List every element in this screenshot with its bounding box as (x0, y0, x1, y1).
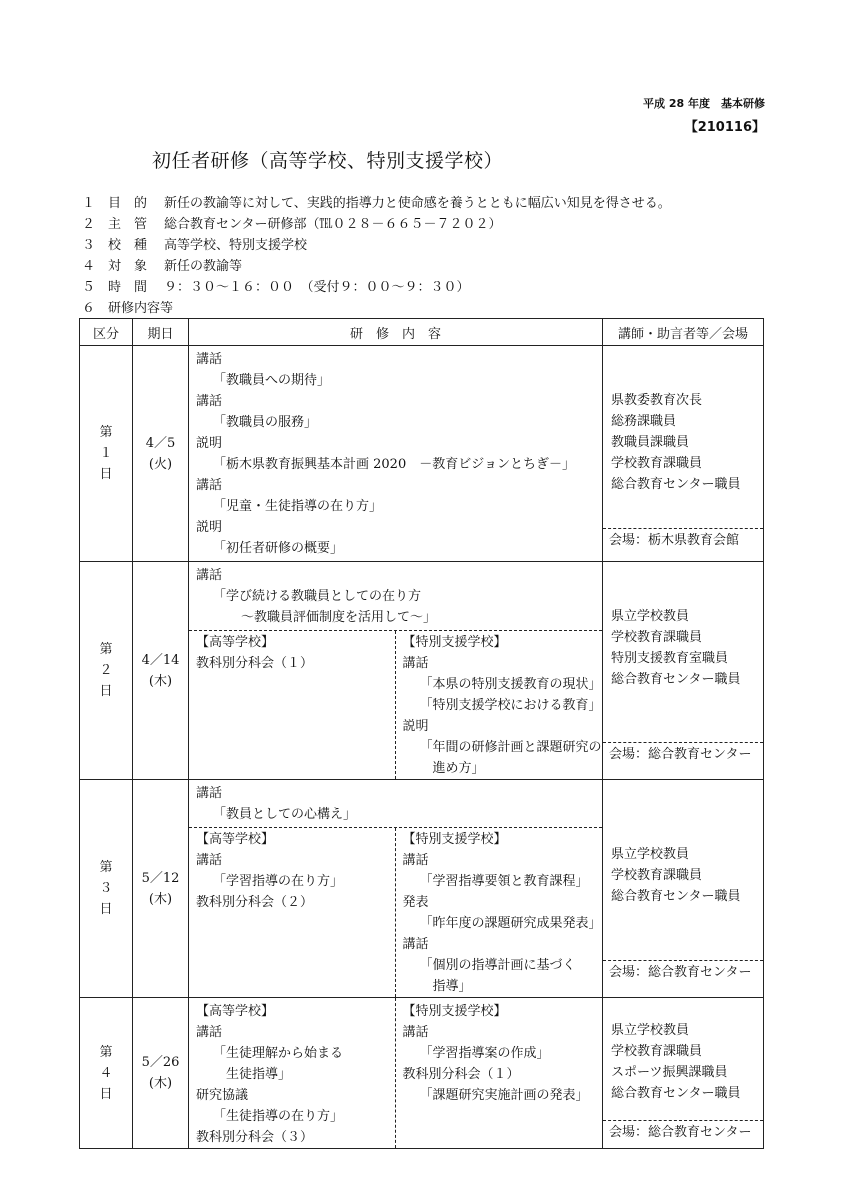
date-value: 5／12 (141, 870, 180, 886)
content-high-school (189, 828, 396, 997)
content-line: 「生徒指導の在り方」 (213, 1109, 344, 1124)
day-of-week: (木) (148, 1076, 173, 1091)
session-content (189, 998, 603, 1149)
content-line: 発表 (402, 895, 429, 910)
info-line (82, 192, 671, 211)
date-value: 4／14 (141, 652, 180, 668)
lecturer-inner (603, 346, 763, 552)
session-date (133, 562, 189, 780)
info-line (82, 276, 470, 295)
lecturer-name: 県立学校教員 (611, 847, 690, 862)
content-line: 研究協議 (196, 1088, 249, 1103)
content-line: 「教員としての心構え」 (213, 807, 357, 822)
content-line: 【特別支援学校】 (402, 1004, 507, 1019)
session-date (133, 346, 189, 562)
lecturer-inner (603, 562, 763, 766)
session-char: 日 (99, 684, 113, 699)
lecturer-name: 総合教育センター職員 (611, 477, 741, 492)
content-common (189, 780, 602, 827)
info-key: 研修内容等 (108, 301, 174, 316)
venue-label: 会場：総合教育センター (603, 742, 763, 766)
fiscal-year-label: 平成 28 年度 基本研修 (643, 97, 765, 110)
lecturer-cell (603, 562, 764, 780)
lecturer-name: 学校教育課職員 (611, 1044, 703, 1059)
venue-label: 会場：総合教育センター (603, 1120, 763, 1144)
info-line (82, 213, 501, 232)
content-line: 「生徒理解から始まる (213, 1046, 344, 1061)
venue-label: 会場：栃木県教育会館 (603, 528, 763, 552)
session-char: １ (99, 446, 113, 461)
info-line (82, 297, 173, 316)
content-line: 講話 (196, 786, 223, 801)
lecturer-name: スポーツ振興課職員 (611, 1065, 728, 1080)
content-line: 「学習指導案の作成」 (419, 1046, 550, 1061)
info-line (82, 234, 307, 253)
date-value: 4／5 (145, 435, 176, 451)
content-special-support (396, 631, 603, 779)
info-key: 対 象 (108, 259, 148, 274)
lecturer-inner (603, 780, 763, 984)
session-char: 日 (99, 1086, 113, 1102)
session-content (189, 780, 603, 998)
lecturer-name: 学校教育課職員 (611, 456, 703, 471)
info-value: 総合教育センター研修部（℡０２８－６６５－７２０２） (164, 217, 502, 232)
content-line: 【高等学校】 (196, 1004, 275, 1019)
content-split (189, 827, 602, 997)
session-char: ３ (99, 881, 113, 896)
content-line: 生徒指導」 (226, 1067, 292, 1082)
session-char: 第 (99, 1044, 113, 1060)
course-code: 【210116】 (684, 120, 765, 135)
content-line: 「昨年度の課題研究成果発表」 (419, 916, 602, 931)
session-number (80, 780, 133, 998)
content-line: 「初任者研修の概要」 (213, 541, 344, 556)
venue-label: 会場：総合教育センター (603, 960, 763, 984)
content-line: 「学び続ける教職員としての在り方 (213, 589, 422, 604)
content-line: 「教職員の服務」 (213, 415, 318, 430)
info-number: ３ (82, 238, 96, 253)
table-row (80, 998, 764, 1149)
content-split (189, 630, 602, 779)
lecturer-name: 総務課職員 (611, 414, 677, 429)
lecturer-list (611, 390, 740, 495)
content-line: 指導」 (432, 979, 472, 994)
content-line: 講話 (196, 1025, 223, 1040)
session-content (189, 562, 603, 780)
content-special-support (396, 828, 603, 997)
session-content (189, 346, 603, 562)
session-char: 日 (99, 902, 113, 917)
info-key: 校 種 (108, 238, 148, 253)
session-char: ４ (99, 1065, 113, 1081)
content-line: 講話 (196, 853, 223, 868)
lecturer-name: 総合教育センター職員 (611, 1086, 741, 1101)
content-line: ～教職員評価制度を活用して～」 (241, 610, 437, 625)
lecturer-list (611, 1020, 740, 1104)
content-line: 説明 (402, 719, 429, 734)
info-number: １ (82, 196, 96, 211)
content-line: 「本県の特別支援教育の現状」 (419, 677, 602, 692)
info-key: 主 管 (108, 217, 148, 232)
page-title: 初任者研修（高等学校、特別支援学校） (152, 150, 504, 172)
header-content: 研 修 内 容 (189, 319, 603, 346)
content-block (189, 346, 602, 561)
info-line (82, 255, 242, 274)
table-row (80, 562, 764, 780)
info-value: ９：３０～１６：００ （受付９：００～９：３０） (164, 280, 470, 295)
session-date (133, 780, 189, 998)
lecturer-name: 総合教育センター職員 (611, 672, 741, 687)
content-line: 「年間の研修計画と課題研究の (419, 740, 602, 755)
header-date: 期日 (133, 319, 189, 346)
session-number (80, 562, 133, 780)
table-row (80, 780, 764, 998)
info-key: 時 間 (108, 280, 148, 295)
info-number: ６ (82, 301, 96, 316)
content-line: 講話 (402, 656, 429, 671)
lecturer-list (611, 606, 740, 690)
content-split (189, 998, 602, 1148)
content-line: 講話 (196, 352, 223, 367)
info-number: ５ (82, 280, 96, 295)
lecturer-cell (603, 780, 764, 998)
session-char: 第 (99, 642, 113, 657)
lecturer-name: 特別支援教育室職員 (611, 651, 729, 666)
content-line: 【高等学校】 (196, 635, 275, 650)
content-line: 「児童・生徒指導の在り方」 (213, 499, 383, 514)
info-value: 新任の教諭等 (164, 259, 243, 274)
content-common (189, 562, 602, 630)
content-line: 講話 (402, 937, 429, 952)
date-value: 5／26 (141, 1055, 180, 1070)
content-line: 進め方」 (432, 761, 485, 776)
header-lecturer: 講師・助言者等／会場 (603, 319, 764, 346)
content-special-support (396, 998, 603, 1148)
content-line: 「教職員への期待」 (213, 373, 331, 388)
content-line: 教科別分科会（３） (196, 1130, 314, 1145)
content-line: 教科別分科会（１） (402, 1067, 520, 1082)
content-line: 【高等学校】 (196, 832, 275, 847)
session-number (80, 346, 133, 562)
lecturer-cell (603, 346, 764, 562)
info-value: 新任の教諭等に対して、実践的指導力と使命感を養うとともに幅広い知見を得させる。 (164, 196, 671, 211)
lecturer-cell (603, 998, 764, 1149)
lecturer-name: 学校教育課職員 (611, 868, 703, 883)
content-line: 「学習指導の在り方」 (213, 874, 344, 889)
content-high-school (189, 631, 396, 779)
content-line: 【特別支援学校】 (402, 635, 507, 650)
lecturer-inner (603, 998, 763, 1144)
info-number: ２ (82, 217, 96, 232)
content-line: 「学習指導要領と教育課程」 (419, 874, 589, 889)
day-of-week: (火) (148, 456, 173, 472)
content-line: 教科別分科会（２） (196, 895, 314, 910)
info-value: 高等学校、特別支援学校 (164, 238, 308, 253)
session-char: ２ (99, 663, 113, 678)
session-char: 第 (99, 860, 113, 875)
session-char: 日 (99, 467, 113, 482)
content-line: 講話 (196, 478, 223, 493)
content-line: 教科別分科会（１） (196, 656, 314, 671)
lecturer-name: 県立学校教員 (611, 1023, 690, 1038)
info-number: ４ (82, 259, 96, 274)
day-of-week: (木) (148, 673, 173, 689)
content-line: 講話 (402, 853, 429, 868)
content-line: 「個別の指導計画に基づく (419, 958, 576, 973)
content-line: 「課題研究実施計画の発表」 (419, 1088, 589, 1103)
day-of-week: (木) (148, 891, 173, 907)
content-line: 講話 (402, 1025, 429, 1040)
lecturer-name: 県立学校教員 (611, 609, 690, 624)
content-high-school (189, 998, 396, 1148)
content-line: 説明 (196, 436, 223, 451)
content-line: 説明 (196, 520, 223, 535)
content-line: 講話 (196, 394, 223, 409)
content-line: 「特別支援学校における教育」 (419, 698, 602, 713)
lecturer-list (611, 844, 740, 907)
table-row (80, 346, 764, 562)
lecturer-name: 学校教育課職員 (611, 630, 703, 645)
session-char: 第 (99, 425, 113, 440)
lecturer-name: 総合教育センター職員 (611, 889, 741, 904)
session-number (80, 998, 133, 1149)
table-header-row (80, 319, 764, 346)
lecturer-name: 県教委教育次長 (611, 393, 703, 408)
schedule-table (79, 318, 764, 1149)
content-line: 【特別支援学校】 (402, 832, 507, 847)
lecturer-name: 教職員課職員 (611, 435, 690, 450)
content-line: 「栃木県教育振興基本計画 2020 －教育ビジョンとちぎ－」 (213, 457, 575, 472)
info-key: 目 的 (108, 196, 148, 211)
header-kubun: 区分 (80, 319, 133, 346)
content-line: 講話 (196, 568, 223, 583)
session-date (133, 998, 189, 1149)
